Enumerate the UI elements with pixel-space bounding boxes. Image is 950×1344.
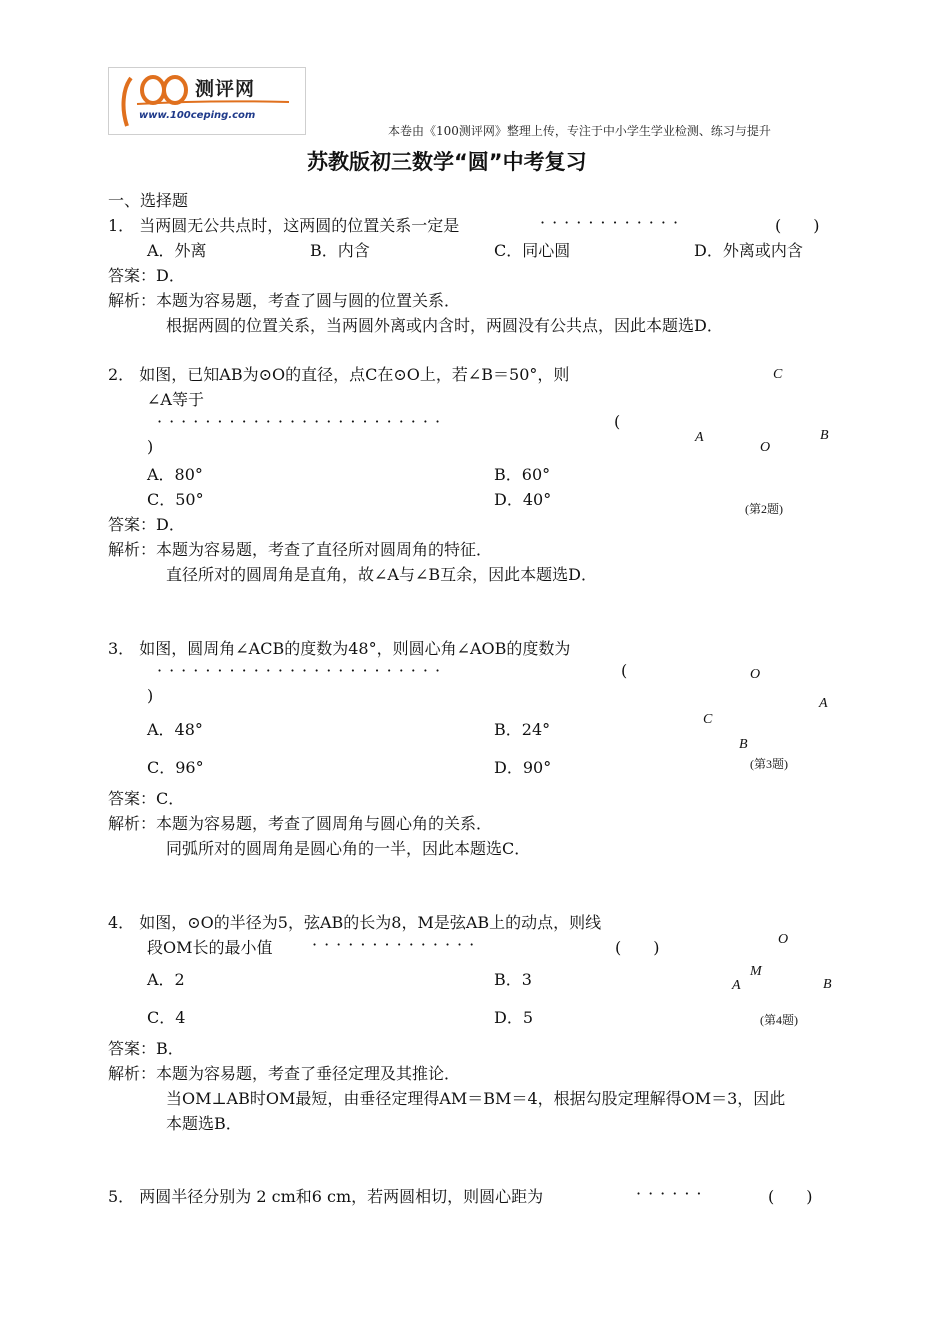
q1-option-a: A．外离 bbox=[147, 241, 207, 260]
q4-stem-line2: 段OM长的最小值 bbox=[147, 938, 273, 957]
q3-figure-caption: (第3题) bbox=[750, 757, 788, 771]
q3-answer: 答案：C． bbox=[108, 789, 185, 808]
q3-option-d: D．90° bbox=[494, 758, 552, 777]
q1-option-b: B．内含 bbox=[310, 241, 370, 260]
q3-bracket-open: ( bbox=[621, 661, 628, 680]
q5-stem: 5． 两圆半径分别为 2 cm和6 cm，若两圆相切，则圆心距为 bbox=[108, 1187, 544, 1206]
page-title: 苏教版初三数学“圆”中考复习 bbox=[307, 150, 587, 174]
q3-figure-label-o: O bbox=[750, 667, 761, 682]
q2-analysis-detail: 直径所对的圆周角是直角，故∠A与∠B互余，因此本题选D． bbox=[166, 565, 597, 584]
q1-dots: ············ bbox=[540, 213, 686, 232]
header-note: 本卷由《100测评网》整理上传，专注于中小学生学业检测、练习与提升 bbox=[388, 124, 771, 138]
q4-figure-caption: (第4题) bbox=[760, 1013, 798, 1027]
q1-bracket: ( ) bbox=[775, 216, 820, 235]
q4-bracket: ( ) bbox=[615, 938, 660, 957]
q3-stem: 3． 如图，圆周角∠ACB的度数为48°，则圆心角∠AOB的度数为 bbox=[108, 639, 571, 658]
q3-bracket-close: ) bbox=[147, 686, 154, 705]
q1-option-d: D．外离或内含 bbox=[694, 241, 803, 260]
q4-analysis-detail: 当OM⊥AB时OM最短，由垂径定理得AM＝BM＝4，根据勾股定理解得OM＝3，因此 bbox=[166, 1089, 786, 1108]
q1-analysis: 解析：本题为容易题，考查了圆与圆的位置关系． bbox=[108, 291, 461, 310]
site-logo bbox=[108, 67, 306, 135]
q2-figure-caption: (第2题) bbox=[745, 502, 783, 516]
q1-stem: 1． 当两圆无公共点时，这两圆的位置关系一定是 bbox=[108, 216, 460, 235]
q4-figure-label-b: B bbox=[823, 977, 832, 992]
q2-stem: 2． 如图，已知AB为⊙O的直径，点C在⊙O上，若∠B＝50°，则 bbox=[108, 365, 570, 384]
logo-url: www.100ceping.com bbox=[139, 110, 256, 121]
q2-option-a: A．80° bbox=[147, 465, 203, 484]
q3-figure-label-c: C bbox=[703, 712, 713, 727]
q4-option-b: B．3 bbox=[494, 970, 532, 989]
q3-option-c: C．96° bbox=[147, 758, 204, 777]
q2-option-d: D．40° bbox=[494, 490, 552, 509]
q5-dots: ······ bbox=[636, 1184, 709, 1203]
q4-stem: 4． 如图，⊙O的半径为5，弦AB的长为8，M是弦AB上的动点，则线 bbox=[108, 913, 602, 932]
q4-option-a: A．2 bbox=[147, 970, 185, 989]
section-heading: 一、选择题 bbox=[108, 191, 189, 210]
q2-figure-label-b: B bbox=[820, 428, 829, 443]
q1-option-c: C．同心圆 bbox=[494, 241, 571, 260]
q4-answer: 答案：B． bbox=[108, 1039, 184, 1058]
q3-figure-label-b: B bbox=[739, 737, 748, 752]
q1-analysis-detail: 根据两圆的位置关系，当两圆外离或内含时，两圆没有公共点，因此本题选D． bbox=[166, 316, 723, 335]
q5-bracket: ( ) bbox=[768, 1187, 813, 1206]
q4-figure-label-a: A bbox=[732, 978, 741, 993]
q2-figure-label-c: C bbox=[773, 367, 783, 382]
q3-analysis-detail: 同弧所对的圆周角是圆心角的一半，因此本题选C． bbox=[166, 839, 531, 858]
q2-figure-label-o: O bbox=[760, 440, 771, 455]
q2-stem-line2: ∠A等于 bbox=[147, 390, 204, 409]
q4-dots: ·············· bbox=[312, 935, 482, 954]
q4-option-d: D．5 bbox=[494, 1008, 534, 1027]
logo-text: 测评网 bbox=[195, 78, 256, 100]
q3-option-a: A．48° bbox=[147, 720, 203, 739]
q4-analysis-detail-2: 本题选B． bbox=[166, 1114, 242, 1133]
q2-figure-label-a: A bbox=[695, 430, 704, 445]
q3-figure-label-a: A bbox=[819, 696, 828, 711]
q3-analysis: 解析：本题为容易题，考查了圆周角与圆心角的关系． bbox=[108, 814, 493, 833]
q3-dots: ························ bbox=[157, 661, 448, 680]
q3-option-b: B．24° bbox=[494, 720, 551, 739]
q1-answer: 答案：D． bbox=[108, 266, 185, 285]
q4-analysis: 解析：本题为容易题，考查了垂径定理及其推论． bbox=[108, 1064, 461, 1083]
q2-dots: ························ bbox=[157, 412, 448, 431]
q4-option-c: C．4 bbox=[147, 1008, 186, 1027]
q2-option-b: B．60° bbox=[494, 465, 551, 484]
q2-option-c: C．50° bbox=[147, 490, 204, 509]
q2-bracket-close: ) bbox=[147, 437, 154, 456]
q2-answer: 答案：D． bbox=[108, 515, 185, 534]
q4-figure-label-m: M bbox=[750, 964, 762, 979]
q2-analysis: 解析：本题为容易题，考查了直径所对圆周角的特征． bbox=[108, 540, 493, 559]
q2-bracket-open: ( bbox=[614, 412, 621, 431]
q4-figure-label-o: O bbox=[778, 932, 789, 947]
